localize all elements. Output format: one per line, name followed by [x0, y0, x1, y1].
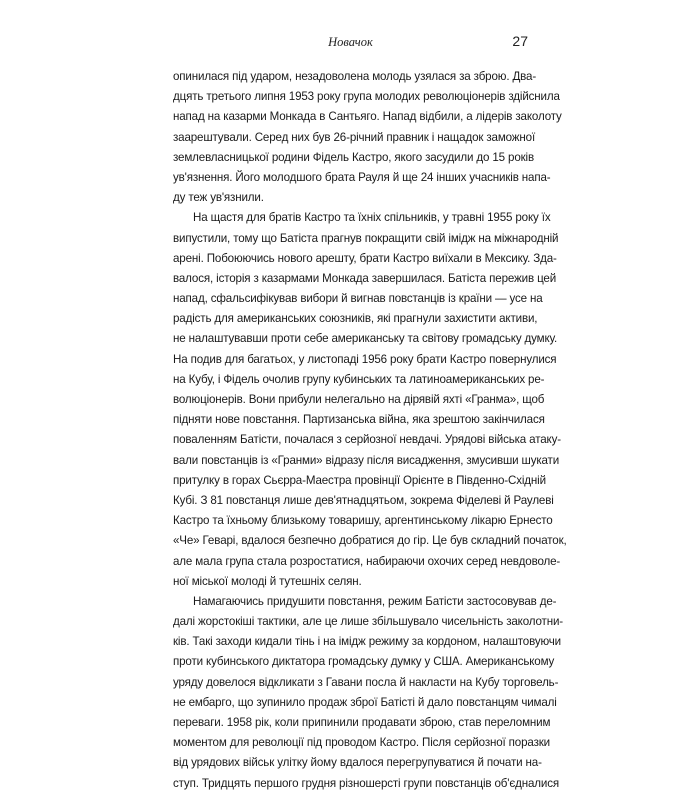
text-line: але мала група стала розростатися, набираючи охочих серед невдоволе-: [173, 554, 561, 568]
text-line: Кастро та їхньому близькому товаришу, аргентинському лікарю Ернесто: [173, 514, 553, 528]
text-line: опинилася під ударом, незадоволена молодь узялася за зброю. Два-: [173, 70, 537, 83]
text-line: валося, історія з казармами Монкада завершилася. Батіста пережив цей: [173, 271, 557, 285]
text-line: Кубі. З 81 повстанця лише дев'ятнадцятьом, зокрема Фіделеві й Раулеві: [173, 493, 554, 507]
running-title: Новачок: [328, 35, 373, 49]
text-line: На подив для багатьох, у листопаді 1956 року брати Кастро повернулися: [173, 352, 557, 366]
text-line: уряду довелося відкликати з Гавани посла й накласти на Кубу торговель-: [173, 675, 559, 689]
text-line: ступ. Тридцять першого грудня різношерсті групи повстанців об'єдналися: [173, 776, 559, 790]
paragraph: [173, 67, 562, 208]
text-line: проти кубинського диктатора громадську думку у США. Американському: [173, 655, 555, 669]
paragraph: [173, 592, 563, 794]
text-line: притулку в горах Сьєрра-Маестра провінції Орієнте в Південно-Східній: [173, 473, 546, 487]
text-line: ув'язнення. Його молодшого брата Рауля й ще 24 інших учасників напа-: [173, 170, 551, 184]
text-line: моментом для революції під проводом Кастро. Після серйозної поразки: [173, 736, 550, 750]
text-line: заарештували. Серед них був 26-річний правник і нащадок заможної: [173, 130, 536, 144]
text-line: на Кубу, і Фідель очолив групу кубинських та латиноамериканських ре-: [173, 372, 545, 386]
text-line: «Че» Гевaрі, вдалося безпечно добратися до гір. Це був складний початок,: [173, 534, 567, 548]
text-line: не ембарго, що зупинило продаж зброї Батісті й дало повстанцям чималі: [173, 695, 557, 709]
text-line: На щастя для братів Кастро та їхніх спільників, у травні 1955 року їх: [193, 211, 551, 225]
page-number: 27: [512, 33, 528, 49]
running-header: [173, 33, 528, 51]
text-line: ної міської молоді й тутешніх селян.: [173, 574, 362, 588]
text-line: далі жорстокіші тактики, але це лише збільшувало чисельність заколотни-: [173, 615, 563, 629]
text-line: напад на казарми Монкада в Сантьяго. Напад відбили, а лідерів заколоту: [173, 110, 562, 124]
text-line: вали повстанців із «Гранми» відразу після висадження, змусивши шукати: [173, 453, 560, 467]
text-line: радість для американських союзників, які прагнули захистити активи,: [173, 312, 538, 326]
text-line: поваленням Батісти, почалася з серйозної невдачі. Урядові війська атаку-: [173, 433, 561, 447]
text-line: напад, сфальсифікував вибори й вигнав повстанців із країни — усе на: [173, 292, 543, 306]
text-line: волюціонерів. Вони прибули нелегально на дірявій яхті «Гранма», щоб: [173, 393, 545, 406]
text-line: землевласницької родини Фідель Кастро, якого засудили до 15 років: [173, 150, 534, 164]
text-line: ду теж ув'язнили.: [173, 191, 264, 205]
text-line: арені. Побоюючись нового арешту, брати Кастро виїхали в Мексику. Зда-: [173, 251, 557, 265]
paragraph: [173, 208, 567, 592]
text-line: підняти нове повстання. Партизанська війна, яка зрештою закінчилася: [173, 413, 545, 427]
text-line: переваги. 1958 рік, коли припинили продавати зброю, став переломним: [173, 716, 551, 729]
text-line: не налаштувавши проти себе американську та світову громадську думку.: [173, 332, 558, 346]
text-line: ків. Такі заходи кидали тінь і на імідж режиму за кордоном, налаштовуючи: [173, 635, 561, 649]
text-line: від урядових військ улітку йому вдалося перегрупуватися й почати на-: [173, 756, 542, 770]
text-line: дцять третього липня 1953 року група молодих революціонерів здійснила: [173, 90, 560, 104]
text-line: випустили, тому що Батіста прагнув покращити свій імідж на міжнародній: [173, 231, 559, 245]
text-line: Намагаючись придушити повстання, режим Батісти застосовував де-: [193, 594, 557, 608]
body-text: [173, 67, 567, 794]
